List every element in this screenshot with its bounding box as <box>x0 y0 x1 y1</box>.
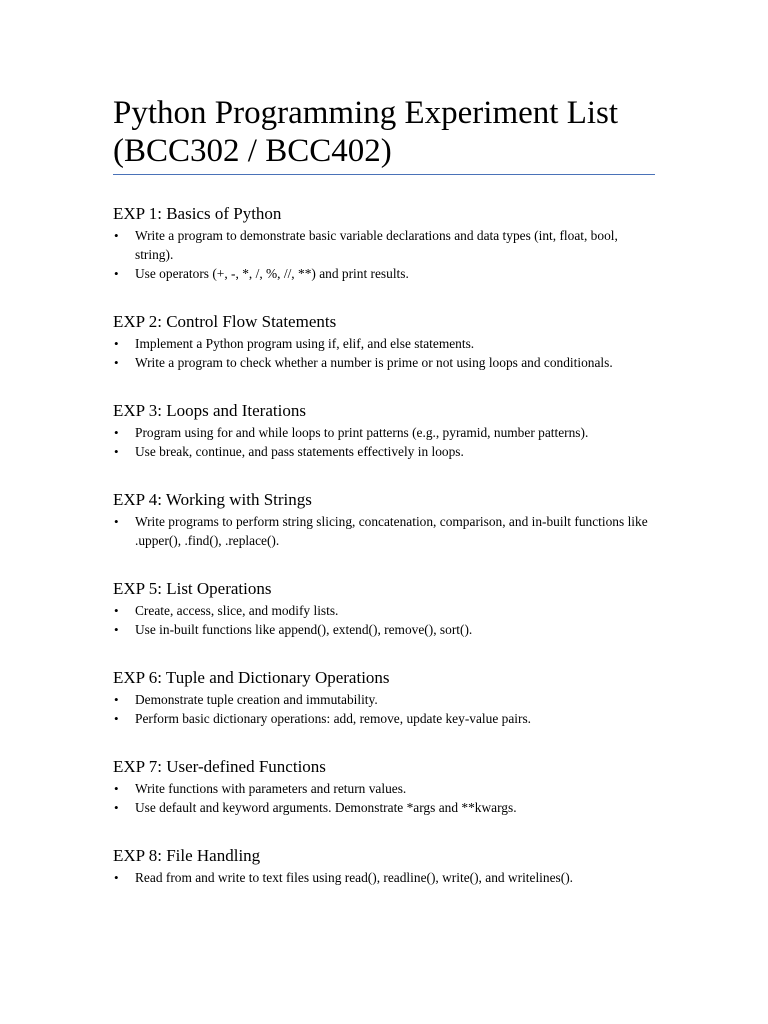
list-item-text: Write a program to check whether a number is prime or not using loops and conditionals. <box>135 355 613 370</box>
bullet-icon: • <box>114 800 119 815</box>
experiment-section <box>113 401 655 461</box>
list-item <box>113 868 655 887</box>
experiment-heading: EXP 6: Tuple and Dictionary Operations <box>113 668 390 687</box>
list-item <box>113 512 655 550</box>
experiment-heading: EXP 5: List Operations <box>113 579 272 598</box>
experiment-heading: EXP 2: Control Flow Statements <box>113 312 337 331</box>
experiment-section <box>113 312 655 372</box>
list-item-text: Demonstrate tuple creation and immutability. <box>135 692 378 707</box>
experiment-section <box>113 668 655 728</box>
list-item <box>113 601 655 620</box>
list-item-text: Implement a Python program using if, elif, and else statements. <box>135 336 475 351</box>
bullet-icon: • <box>114 514 119 529</box>
list-item <box>113 423 655 442</box>
experiment-heading: EXP 3: Loops and Iterations <box>113 401 306 420</box>
list-item-text: Write functions with parameters and return values. <box>135 781 407 796</box>
title-line-1: Python Programming Experiment List <box>113 95 619 131</box>
list-item-text: Program using for and while loops to print patterns (e.g., pyramid, number patterns). <box>135 425 589 440</box>
bullet-icon: • <box>114 336 119 351</box>
experiment-section <box>113 490 655 550</box>
list-item-text: Use in-built functions like append(), extend(), remove(), sort(). <box>135 622 473 637</box>
list-item-text: Perform basic dictionary operations: add, remove, update key-value pairs. <box>135 711 532 726</box>
experiment-section <box>113 579 655 639</box>
list-item-text: Use break, continue, and pass statements effectively in loops. <box>135 444 464 459</box>
list-item <box>113 353 655 372</box>
list-item <box>113 690 655 709</box>
experiment-task-list <box>113 226 655 283</box>
experiment-task-list <box>113 690 655 728</box>
experiment-heading: EXP 1: Basics of Python <box>113 204 282 223</box>
list-item-text: Write a program to demonstrate basic variable declarations and data types (int, float, bool, string). <box>135 228 618 262</box>
bullet-icon: • <box>114 425 119 440</box>
experiment-task-list <box>113 601 655 639</box>
list-item-text: Write programs to perform string slicing, concatenation, comparison, and in-built functions like .upper(), .find(), .replace(). <box>135 514 648 548</box>
experiment-task-list <box>113 779 655 817</box>
experiment-task-list <box>113 868 655 887</box>
list-item <box>113 798 655 817</box>
bullet-icon: • <box>114 781 119 796</box>
experiment-task-list <box>113 512 655 550</box>
bullet-icon: • <box>114 266 119 281</box>
bullet-icon: • <box>114 603 119 618</box>
list-item-text: Create, access, slice, and modify lists. <box>135 603 339 618</box>
bullet-icon: • <box>114 355 119 370</box>
list-item <box>113 620 655 639</box>
document-title <box>113 94 655 175</box>
experiment-section <box>113 757 655 817</box>
list-item <box>113 264 655 283</box>
experiment-heading: EXP 4: Working with Strings <box>113 490 312 509</box>
bullet-icon: • <box>114 444 119 459</box>
list-item <box>113 442 655 461</box>
experiment-section <box>113 204 655 283</box>
bullet-icon: • <box>114 870 119 885</box>
bullet-icon: • <box>114 622 119 637</box>
experiment-task-list <box>113 334 655 372</box>
bullet-icon: • <box>114 711 119 726</box>
experiment-section <box>113 846 655 887</box>
list-item <box>113 226 655 264</box>
experiment-heading: EXP 7: User-defined Functions <box>113 757 326 776</box>
bullet-icon: • <box>114 692 119 707</box>
document-page <box>113 94 655 887</box>
experiment-task-list <box>113 423 655 461</box>
list-item <box>113 334 655 353</box>
bullet-icon: • <box>114 228 119 243</box>
list-item <box>113 709 655 728</box>
experiment-heading: EXP 8: File Handling <box>113 846 261 865</box>
title-line-2: (BCC302 / BCC402) <box>113 133 392 169</box>
list-item-text: Read from and write to text files using read(), readline(), write(), and writelines(). <box>135 870 574 885</box>
list-item <box>113 779 655 798</box>
list-item-text: Use operators (+, -, *, /, %, //, **) and print results. <box>135 266 409 281</box>
list-item-text: Use default and keyword arguments. Demonstrate *args and **kwargs. <box>135 800 517 815</box>
experiment-list <box>113 204 655 887</box>
